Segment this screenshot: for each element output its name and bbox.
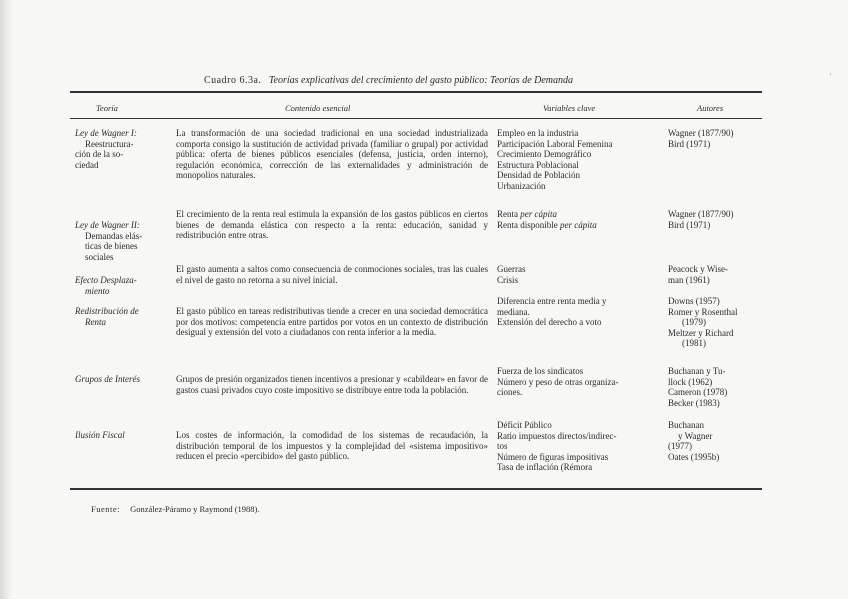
row-6-content: Los costes de información, la comodidad de los sistemas de recaudación, la distribución temporal de los impuestos y la complejidad del «sistema impositivo» reducen el precio «percibido» del gasto público. <box>176 430 488 461</box>
header-content: Contenido esencial <box>285 103 351 113</box>
header-rule <box>70 118 762 119</box>
header-theory: Teoría <box>96 103 118 113</box>
row-1-theory: Ley de Wagner I: Reestructura- ción de la so- ciedad <box>75 128 137 170</box>
source-label: Fuente: <box>91 504 120 514</box>
row-3-theory: Efecto Desplaza- miento <box>75 275 137 296</box>
scan-left-edge <box>0 0 12 599</box>
row-5-theory: Grupos de Interés <box>75 374 140 384</box>
caption-number: Cuadro 6.3a. <box>204 75 262 86</box>
scan-mark: ' <box>830 72 832 81</box>
row-3-variables: Guerras Crisis <box>497 264 526 285</box>
row-1-variables: Empleo en la industria Participación Laboral Femenina Crecimiento Demográfico Estructura Poblacional Densidad de Población Urbanización <box>497 128 613 191</box>
row-2-variables: Renta per cápita Renta disponible per cápita <box>497 209 597 230</box>
row-4-theory: Redistribución de Renta <box>75 306 139 327</box>
row-1-authors: Wagner (1877/90) Bird (1971) <box>668 128 734 149</box>
row-4-variables: Diferencia entre renta media y mediana. Extensión del derecho a voto <box>497 296 607 327</box>
source-text: González-Páramo y Raymond (1988). <box>130 504 260 514</box>
row-5-variables: Fuerza de los sindicatos Número y peso de otras organiza- ciones. <box>497 366 619 397</box>
row-5-content: Grupos de presión organizados tienen incentivos a presionar y «cabildear» en favor de gastos cuasi privados cuyo coste impositivo se distribuye entre toda la población. <box>176 374 488 395</box>
row-4-content: El gasto público en tareas redistributivas tiende a crecer en una sociedad democrática por dos motivos: competencia entre partidos por votos en un contexto de distribución desigual y extensión del voto a ciudadanos con renta inferior a la media. <box>176 306 488 337</box>
bottom-rule <box>70 488 762 490</box>
row-2-content: El crecimiento de la renta real estimula la expansión de los gastos públicos en ciertos bienes de demanda elástica con respecto a la renta: educación, sanidad y redistribución entre otras. <box>176 209 488 240</box>
row-2-theory: Ley de Wagner II: Demandas elás- ticas de bienes sociales <box>75 220 143 262</box>
row-1-content: La transformación de una sociedad tradicional en una sociedad industrializada comporta consigo la sustitución de actividad privada (familiar o grupal) por actividad pública: oferta de bienes públicos esenciales (defensa, justicia, orden interno), regulación económica, corrección de las externalidades y administración de monopolios naturales. <box>176 128 488 180</box>
caption-title: Teorías explicativas del crecimiento del gasto público: Teorías de Demanda <box>268 75 574 86</box>
row-2-authors: Wagner (1877/90) Bird (1971) <box>668 209 734 230</box>
row-6-authors: Buchanan y Wagner (1977) Oates (1995b) <box>668 420 720 462</box>
table-source <box>91 504 259 514</box>
table-caption <box>204 75 573 86</box>
row-6-variables: Déficit Público Ratio impuestos directos/indirec- tos Número de figuras impositivas Tasa de inflación (Rémora <box>497 420 617 472</box>
row-6-theory: Ilusión Fiscal <box>75 430 125 440</box>
row-4-authors: Downs (1957) Romer y Rosenthal (1979) Meltzer y Richard (1981) <box>668 296 738 348</box>
row-3-content: El gasto aumenta a saltos como consecuencia de conmociones sociales, tras las cuales el nivel de gasto no retorna a su nivel inicial. <box>176 264 488 285</box>
row-5-authors: Buchanan y Tu- llock (1962) Cameron (1978) Becker (1983) <box>668 366 728 408</box>
top-rule <box>70 91 762 93</box>
header-authors: Autores <box>697 103 724 113</box>
row-3-authors: Peacock y Wise- man (1961) <box>668 264 728 285</box>
header-variables: Variables clave <box>543 103 596 113</box>
